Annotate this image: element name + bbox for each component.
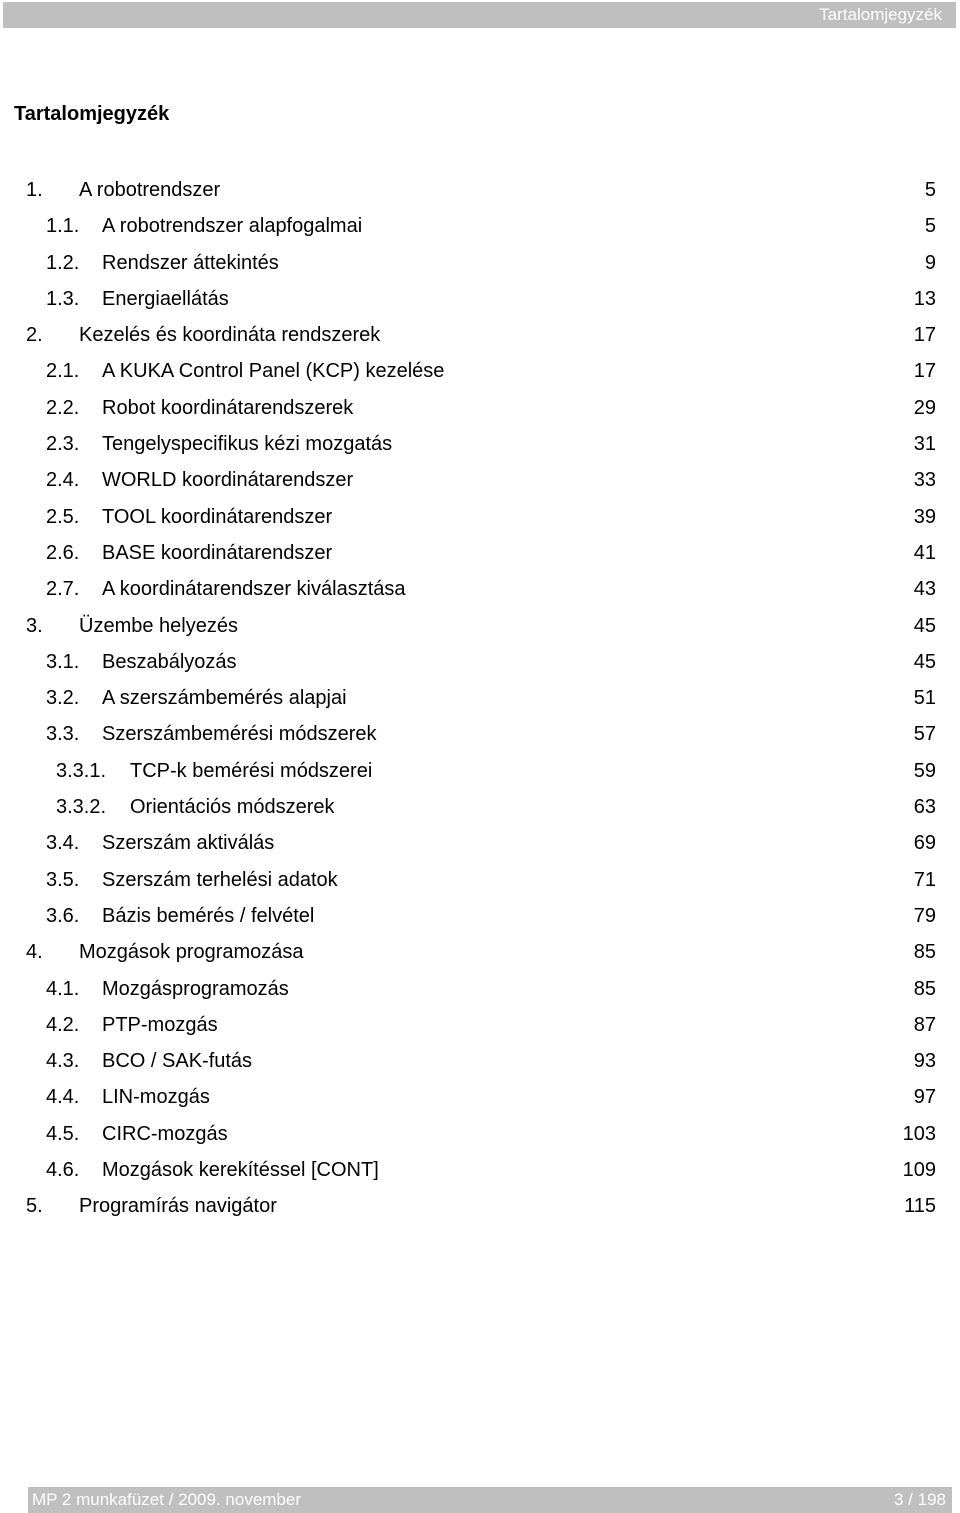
toc-entry-title: CIRC-mozgás: [102, 1122, 228, 1145]
toc-entry-title: Robot koordinátarendszerek: [102, 396, 354, 419]
toc-entry-number: 2.: [26, 324, 43, 347]
toc-entry[interactable]: [0, 789, 960, 825]
header-title: Tartalomjegyzék: [819, 5, 942, 24]
toc-entry-page: 85: [913, 941, 936, 964]
toc-entry[interactable]: [0, 934, 960, 970]
toc-entry[interactable]: [0, 898, 960, 934]
toc-entry-number: 3.3.1.: [56, 759, 107, 782]
toc-entry-page: 63: [913, 796, 936, 819]
toc-entry-number: 4.1.: [46, 977, 80, 1000]
toc-entry-page: 17: [913, 360, 936, 383]
toc-entry[interactable]: [0, 426, 960, 462]
header-bar: [3, 2, 956, 28]
toc-entry-page: 103: [902, 1122, 936, 1145]
toc-entry[interactable]: [0, 644, 960, 680]
toc-entry-title: Üzembe helyezés: [79, 614, 238, 637]
toc-entry-title: Energiaellátás: [102, 287, 229, 310]
toc-entry-page: 115: [904, 1195, 936, 1218]
toc-entry-number: 3.3.2.: [56, 796, 107, 819]
toc-entry-title: Programírás navigátor: [79, 1195, 277, 1218]
toc-entry[interactable]: [0, 1043, 960, 1079]
page-title: Tartalomjegyzék: [14, 103, 170, 125]
toc-entry-title: Rendszer áttekintés: [102, 251, 279, 274]
toc-entry[interactable]: [0, 571, 960, 607]
toc-entry-title: Orientációs módszerek: [130, 796, 335, 819]
toc-entry[interactable]: [0, 281, 960, 317]
toc-entry[interactable]: [0, 245, 960, 281]
toc-entry-title: A koordinátarendszer kiválasztása: [102, 578, 406, 601]
toc-entry-page: 5: [924, 215, 936, 238]
toc-entry[interactable]: [0, 716, 960, 752]
toc-entry-title: Szerszám aktiválás: [102, 832, 275, 855]
toc-entry[interactable]: [0, 208, 960, 244]
toc-entry-number: 3.2.: [46, 687, 80, 710]
toc-entry[interactable]: [0, 608, 960, 644]
toc-entry-number: 2.1.: [46, 360, 80, 383]
toc-entry-number: 3.: [26, 614, 43, 637]
toc-entry-number: 1.: [26, 179, 43, 201]
toc-entry-number: 4.: [26, 941, 43, 964]
toc-entry[interactable]: [0, 462, 960, 498]
toc-entry[interactable]: [0, 753, 960, 789]
toc-entry-title: A robotrendszer: [79, 179, 221, 201]
footer-page-number: 3 / 198: [894, 1490, 946, 1509]
toc-entry-title: PTP-mozgás: [102, 1013, 218, 1036]
toc-entry-page: 97: [913, 1086, 936, 1109]
toc-entry[interactable]: [0, 1007, 960, 1043]
toc-entry-title: Mozgások kerekítéssel [CONT]: [102, 1159, 379, 1182]
toc-entry-title: Bázis bemérés / felvétel: [102, 904, 315, 927]
toc-entry-number: 5.: [26, 1195, 43, 1218]
toc-entry-title: Mozgások programozása: [79, 941, 304, 964]
toc-entry-page: 51: [913, 687, 936, 710]
toc-entry-page: 13: [913, 287, 936, 310]
toc-entry[interactable]: [0, 317, 960, 353]
toc-entry-number: 1.1.: [46, 215, 80, 238]
toc-entry-number: 3.1.: [46, 650, 80, 673]
toc-entry-title: Beszabályozás: [102, 650, 237, 673]
toc-entry-page: 45: [913, 650, 936, 673]
toc-entry-number: 2.4.: [46, 469, 80, 492]
toc-entry[interactable]: [0, 825, 960, 861]
toc-entry-number: 4.2.: [46, 1013, 80, 1036]
toc-entry[interactable]: [0, 1188, 960, 1224]
toc-entry-page: 33: [913, 469, 936, 492]
toc-entry-title: Szerszámbemérési módszerek: [102, 723, 377, 746]
toc-entry-number: 4.5.: [46, 1122, 80, 1145]
toc-entry-page: 71: [913, 868, 936, 891]
toc-entry-number: 2.2.: [46, 396, 80, 419]
toc-entry-title: Tengelyspecifikus kézi mozgatás: [102, 433, 393, 456]
toc-entry-page: 85: [913, 977, 936, 1000]
table-of-contents: [0, 172, 960, 1225]
toc-entry-page: 69: [913, 832, 936, 855]
toc-entry-page: 39: [913, 505, 936, 528]
toc-entry-title: Kezelés és koordináta rendszerek: [79, 324, 381, 347]
toc-entry[interactable]: [0, 390, 960, 426]
toc-entry-number: 3.6.: [46, 904, 80, 927]
toc-entry-page: 17: [913, 324, 936, 347]
toc-entry[interactable]: [0, 535, 960, 571]
toc-entry-title: WORLD koordinátarendszer: [102, 469, 354, 492]
toc-entry-page: 5: [924, 179, 936, 201]
toc-entry-number: 3.5.: [46, 868, 80, 891]
toc-entry[interactable]: [0, 1079, 960, 1115]
toc-entry-page: 43: [913, 578, 936, 601]
toc-entry-page: 29: [913, 396, 936, 419]
toc-entry-title: TOOL koordinátarendszer: [102, 505, 333, 528]
toc-entry-page: 93: [913, 1050, 936, 1073]
toc-entry-page: 59: [913, 759, 936, 782]
toc-entry-title: LIN-mozgás: [102, 1086, 210, 1109]
toc-entry-page: 41: [913, 541, 936, 564]
toc-entry-title: A szerszámbemérés alapjai: [102, 687, 347, 710]
toc-entry-title: BASE koordinátarendszer: [102, 541, 333, 564]
toc-entry-number: 2.6.: [46, 541, 80, 564]
toc-entry-page: 57: [913, 723, 936, 746]
toc-entry-page: 79: [913, 904, 936, 927]
toc-entry-number: 4.4.: [46, 1086, 80, 1109]
toc-entry[interactable]: [0, 1152, 960, 1188]
toc-entry-title: Mozgásprogramozás: [102, 977, 289, 1000]
toc-entry-page: 109: [902, 1159, 936, 1182]
toc-entry-number: 4.6.: [46, 1159, 80, 1182]
toc-entry-number: 4.3.: [46, 1050, 80, 1073]
toc-entry-page: 9: [924, 251, 936, 274]
toc-entry-number: 1.2.: [46, 251, 80, 274]
footer-bar: [28, 1487, 952, 1513]
toc-entry-title: A KUKA Control Panel (KCP) kezelése: [102, 360, 445, 383]
toc-entry-number: 2.5.: [46, 505, 80, 528]
toc-entry-number: 3.3.: [46, 723, 80, 746]
toc-entry[interactable]: [0, 862, 960, 898]
footer-document-info: MP 2 munkafüzet / 2009. november: [32, 1490, 302, 1509]
toc-entry-number: 3.4.: [46, 832, 80, 855]
toc-entry-page: 87: [913, 1013, 936, 1036]
toc-entry[interactable]: [0, 353, 960, 389]
toc-entry[interactable]: [0, 971, 960, 1007]
toc-entry[interactable]: [0, 1116, 960, 1152]
toc-entry[interactable]: [0, 680, 960, 716]
toc-entry-title: A robotrendszer alapfogalmai: [102, 215, 363, 238]
toc-entry-title: BCO / SAK-futás: [102, 1050, 253, 1073]
toc-entry[interactable]: [0, 172, 960, 208]
toc-entry[interactable]: [0, 499, 960, 535]
toc-entry-number: 1.3.: [46, 287, 80, 310]
toc-entry-title: TCP-k bemérési módszerei: [130, 759, 373, 782]
toc-entry-title: Szerszám terhelési adatok: [102, 868, 338, 891]
toc-entry-page: 31: [913, 433, 936, 456]
toc-entry-number: 2.3.: [46, 433, 80, 456]
toc-entry-number: 2.7.: [46, 578, 80, 601]
toc-entry-page: 45: [913, 614, 936, 637]
